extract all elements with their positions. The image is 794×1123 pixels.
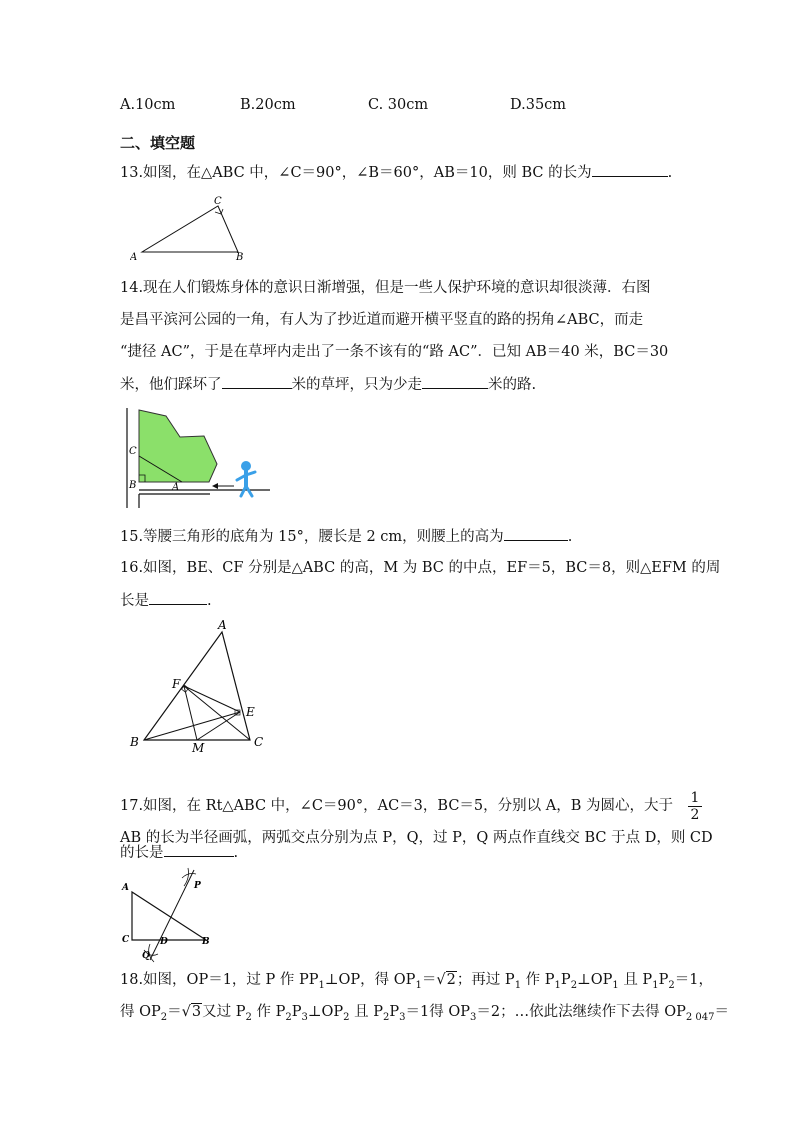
q18-l1-s7: 1 (652, 979, 659, 991)
q17-arc-p-1 (182, 874, 196, 879)
q18-l2-f: ⊥OP (307, 1004, 344, 1020)
q18-line-2 (120, 1002, 729, 1028)
q15-end: . (567, 529, 573, 545)
q16-answer-blank[interactable] (149, 590, 207, 605)
q14-answer-blank-2[interactable] (422, 374, 488, 389)
q16-label-c: C (254, 735, 264, 749)
q17-triangle (132, 892, 206, 940)
q17-construction-figure (120, 864, 220, 964)
q17-line-3-text: 的长是 (120, 845, 164, 861)
q16-line-2 (120, 590, 212, 611)
q13-triangle-figure (130, 194, 250, 262)
question-15 (120, 526, 572, 547)
q14-line-4c: 米的路. (488, 377, 537, 393)
q15-answer-blank[interactable] (504, 526, 568, 541)
q17-fraction-half (688, 790, 702, 823)
q18-l2-a: 得 OP (120, 1004, 161, 1020)
q18-l1-c: ＝ (421, 972, 437, 988)
q14-lawn (139, 410, 217, 482)
q18-line-1 (120, 970, 713, 996)
q14-line-4b: 米的草坪，只为少走 (291, 377, 422, 393)
q18-l1-s5: 2 (570, 979, 578, 991)
q17-line-pq (150, 870, 194, 960)
q16-label-m: M (192, 741, 205, 754)
q14-label-a: A (172, 482, 180, 493)
q16-segment-fm (184, 686, 197, 740)
q18-l1-s6: 1 (612, 979, 619, 991)
q18-l1-s2: 1 (415, 979, 422, 991)
q14-park-figure (122, 406, 272, 510)
q17-answer-blank[interactable] (164, 842, 234, 857)
q18-sqrt-3: √3 (181, 1004, 202, 1020)
q18-l1-s8: 2 (668, 979, 675, 991)
option-d: D.35cm (510, 97, 567, 113)
q13-triangle (142, 206, 238, 252)
q18-l2-s3: 2 (285, 1011, 292, 1023)
q18-l2-k: ＝ (714, 1004, 730, 1020)
q14-answer-blank-1[interactable] (222, 374, 292, 389)
q17-line-3 (120, 842, 238, 863)
q16-end: . (207, 593, 212, 609)
q18-l1-h: 且 P (618, 972, 653, 988)
q13-label-b: B (236, 252, 244, 262)
q18-l2-j: ＝2；…依此法继续作下去得 OP (476, 1004, 686, 1020)
q14-line-4a: 米，他们踩坏了 (120, 377, 222, 393)
q18-l1-r1: 2 (446, 972, 456, 988)
person-icon (237, 461, 255, 496)
q17-line-1: 17.如图，在 Rt△ABC 中，∠C＝90°，AC＝3，BC＝5，分别以 A，B 为圆心，大于 (120, 798, 673, 814)
q13-answer-blank[interactable] (592, 162, 668, 177)
q18-l1-e: 作 P (521, 972, 555, 988)
q18-l2-h: P (389, 1004, 400, 1020)
q16-triangle-figure (126, 618, 276, 754)
q18-l1-s1: 1 (318, 979, 325, 991)
q15-text: 15.等腰三角形的底角为 15°，腰长是 2 cm，则腰上的高为 (120, 529, 504, 545)
q18-l1-g: ⊥OP (577, 972, 613, 988)
q18-l2-s6: 2 (383, 1011, 390, 1023)
q18-l1-s3: 1 (514, 979, 522, 991)
q16-triangle-abc (144, 632, 250, 740)
q18-l2-d: 作 P (251, 1004, 286, 1020)
q17-label-p: P (194, 881, 201, 891)
q18-l1-f: P (560, 972, 571, 988)
q18-l1-s4: 1 (554, 979, 561, 991)
q17-label-d: D (160, 937, 168, 947)
q14-line-1: 14.现在人们锻炼身体的意识日渐增强，但是一些人保护环境的意识却很淡薄．右图 (120, 280, 651, 296)
question-13 (120, 162, 672, 183)
q18-l2-s4: 3 (301, 1011, 308, 1023)
option-a: A.10cm (120, 97, 176, 113)
q13-text: 13.如图，在△ABC 中，∠C＝90°，∠B＝60°，AB＝10，则 BC 的长为 (120, 165, 592, 181)
q16-altitude-be (144, 712, 240, 740)
q18-sqrt-2: √2 (436, 972, 456, 988)
q18-l2-r1: 3 (191, 1004, 202, 1020)
q14-line-3: “捷径 AC”，于是在草坪内走出了一条不该有的“路 AC”．已知 AB＝40 米，BC＝30 (120, 344, 669, 360)
q18-l2-s7: 3 (399, 1011, 406, 1023)
q16-label-a: A (218, 618, 227, 632)
q13-label-a: A (130, 252, 138, 262)
q16-line-2-text: 长是 (120, 593, 149, 609)
q18-l2-s8: 3 (470, 1011, 477, 1023)
q14-label-c: C (129, 446, 137, 457)
q17-fraction-numerator: 1 (688, 790, 702, 807)
option-c: C. 30cm (368, 97, 429, 113)
q17-line-2: AB 的长为半径画弧，两弧交点分别为点 P，Q，过 P，Q 两点作直线交 BC 于点 D，则 CD (120, 830, 713, 846)
q18-l1-i: P (658, 972, 669, 988)
q14-label-b: B (129, 480, 137, 491)
q18-l1-a: 18.如图，OP＝1，过 P 作 PP (120, 972, 319, 988)
q16-label-f: F (172, 677, 181, 691)
q16-line-1: 16.如图，BE、CF 分别是△ABC 的高，M 为 BC 的中点，EF＝5，BC＝8，则△EFM 的周 (120, 560, 721, 576)
q18-l2-i: ＝1得 OP (405, 1004, 471, 1020)
q18-l2-s5: 2 (343, 1011, 350, 1023)
q17-label-b: B (202, 937, 210, 947)
q14-line-4 (120, 374, 536, 395)
q18-l2-s9: 2 047 (685, 1011, 715, 1023)
q18-l2-e: P (291, 1004, 302, 1020)
q18-l1-b: ⊥OP，得 OP (324, 972, 416, 988)
q17-end: . (233, 845, 239, 861)
q13-end: . (667, 165, 673, 181)
q16-label-b: B (130, 735, 139, 749)
q18-l2-s2: 2 (245, 1011, 252, 1023)
q14-line-2: 是昌平滨河公园的一角，有人为了抄近道而避开横平竖直的路的拐角∠ABC，而走 (120, 312, 644, 328)
q18-l1-d: ；再过 P (456, 972, 515, 988)
q17-label-c: C (122, 935, 130, 945)
section-title: 二、填空题 (120, 134, 196, 152)
q17-label-q: Q (142, 951, 150, 961)
q17-fraction-denominator: 2 (690, 807, 700, 823)
q14-arrow-head (212, 483, 218, 489)
q17-label-a: A (122, 883, 129, 893)
q18-l2-c: 又过 P (202, 1004, 246, 1020)
q16-label-e: E (246, 705, 255, 719)
q13-label-c: C (214, 196, 222, 207)
q18-l2-b: ＝ (167, 1004, 182, 1020)
q13-right-angle-mark (215, 209, 223, 214)
q18-l1-j: ＝1， (674, 972, 713, 988)
option-b: B.20cm (240, 97, 296, 113)
q18-l2-g: 且 P (349, 1004, 384, 1020)
q16-segment-ef (184, 686, 240, 712)
q18-l2-s1: 2 (160, 1011, 168, 1023)
